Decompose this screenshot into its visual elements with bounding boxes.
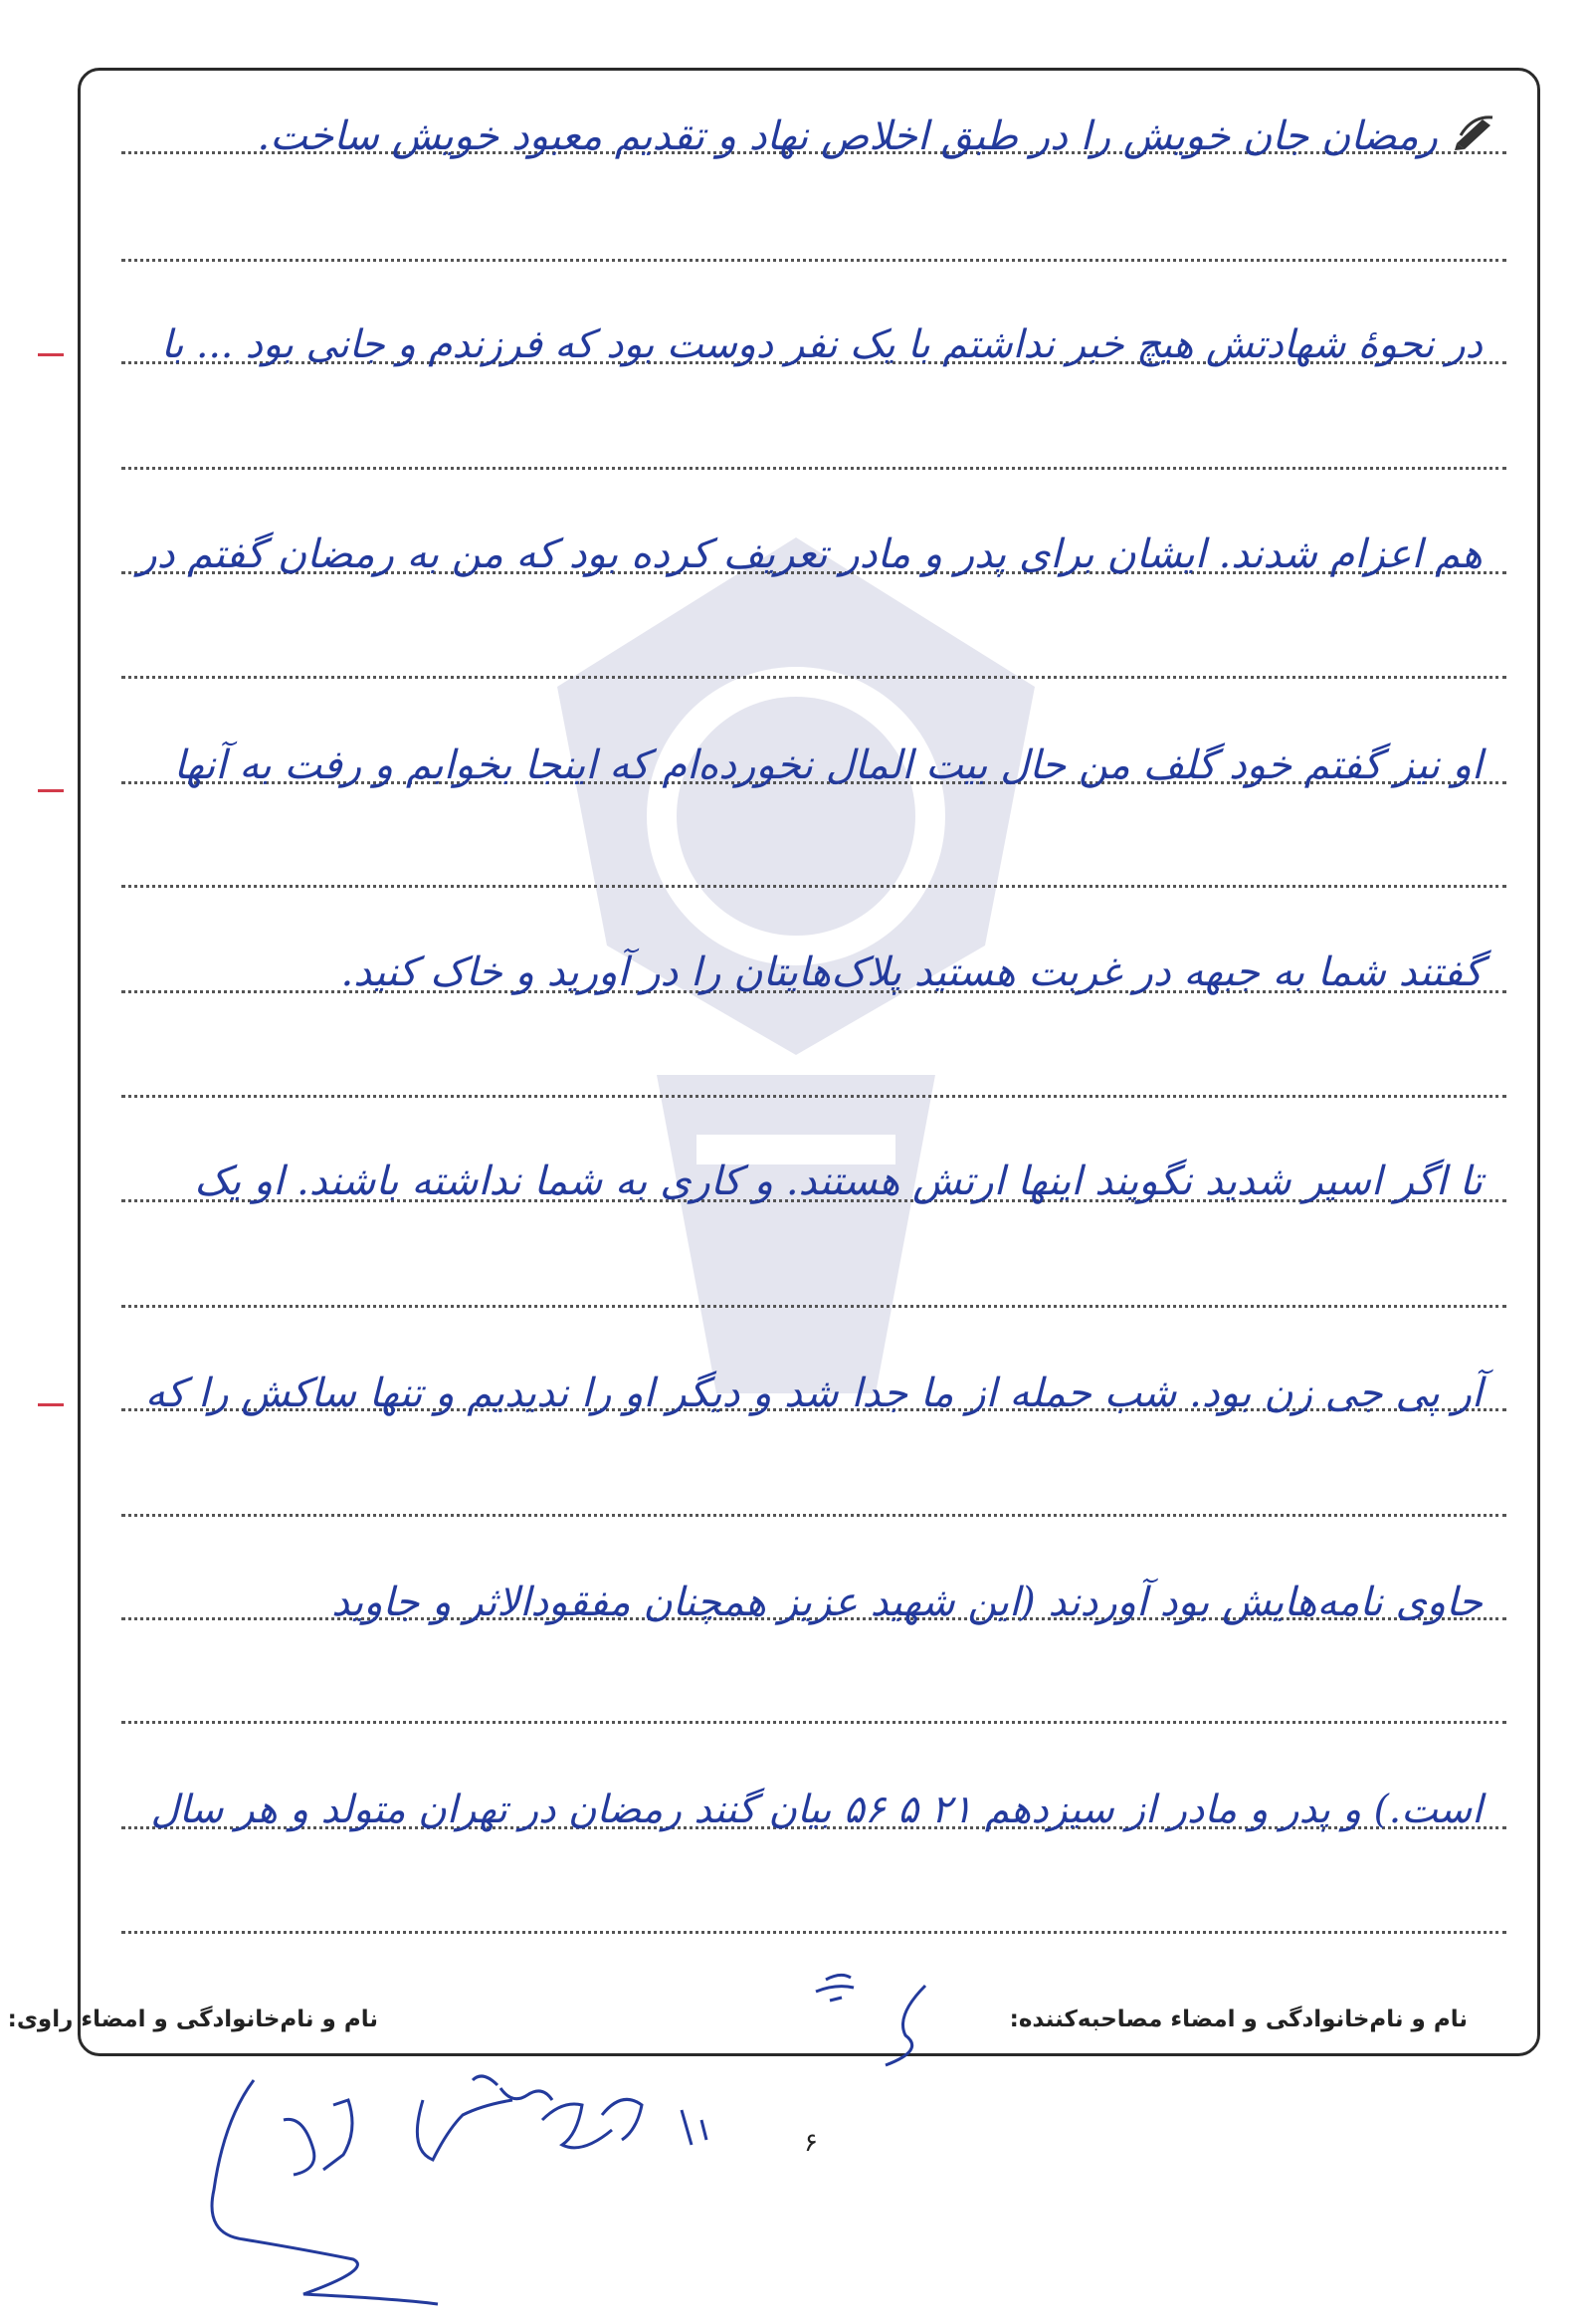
- handwritten-line-7: آر پی جی زن بود. شب حمله از ما جدا شد و دیگر او را ندیدیم و تنها ساکش را که: [144, 1371, 1483, 1416]
- handwritten-line-4: او نیز گفتم خود گلف من حال بیت المال نخورده‌ام که اینجا بخوابم و رفت به آنها: [173, 742, 1483, 788]
- margin-mark: [38, 353, 64, 356]
- ruled-line: [121, 1514, 1506, 1517]
- handwritten-line-3: هم اعزام شدند. ایشان برای پدر و مادر تعریف کرده بود که من به رمضان گفتم در: [137, 531, 1483, 577]
- margin-mark: [38, 1403, 64, 1406]
- narrator-signature-label: نام و نام‌خانوادگی و امضاء راوی:: [7, 2007, 378, 2032]
- ruled-line: [121, 676, 1506, 679]
- ruled-line: [121, 1931, 1506, 1934]
- handwritten-line-8: حاوی نامه‌هایش بود آوردند (این شهید عزیز همچنان مفقودالاثر و جاوید: [331, 1580, 1483, 1625]
- page-number: ۶: [804, 2128, 818, 2158]
- ruled-line: [121, 467, 1506, 470]
- margin-mark: [38, 789, 64, 792]
- pen-icon: [1453, 111, 1498, 151]
- handwritten-line-1: رمضان جان خویش را در طبق اخلاص نهاد و تقدیم معبود خویش ساخت.: [257, 113, 1438, 159]
- ruled-line: [121, 1721, 1506, 1724]
- handwritten-line-2: در نحوهٔ شهادتش هیچ خبر نداشتم با یک نفر دوست بود که فرزندم و جانی بود ... با: [160, 322, 1483, 367]
- interviewer-signature-label: نام و نام‌خانوادگی و امضاء مصاحبه‌کننده:: [1009, 2007, 1468, 2032]
- handwritten-line-6: تا اگر اسیر شدید نگویند اینها ارتش هستند. و کاری به شما نداشته باشند. او یک: [194, 1159, 1483, 1204]
- handwritten-line-9: است.) و پدر و مادر از سیزدهم ۲۱ ۵ ۵۶ بیان گنند رمضان در تهران متولد و هر سال: [150, 1788, 1483, 1832]
- ruled-line: [121, 885, 1506, 888]
- ruled-line: [121, 259, 1506, 262]
- interviewer-signature: [796, 1966, 975, 2075]
- narrator-signature: [184, 2060, 781, 2324]
- ruled-line: [121, 1095, 1506, 1098]
- handwritten-line-5: گفتند شما به جبهه در غربت هستید پلاک‌هایتان را در آورید و خاک کنید.: [340, 950, 1483, 995]
- ruled-line: [121, 1305, 1506, 1308]
